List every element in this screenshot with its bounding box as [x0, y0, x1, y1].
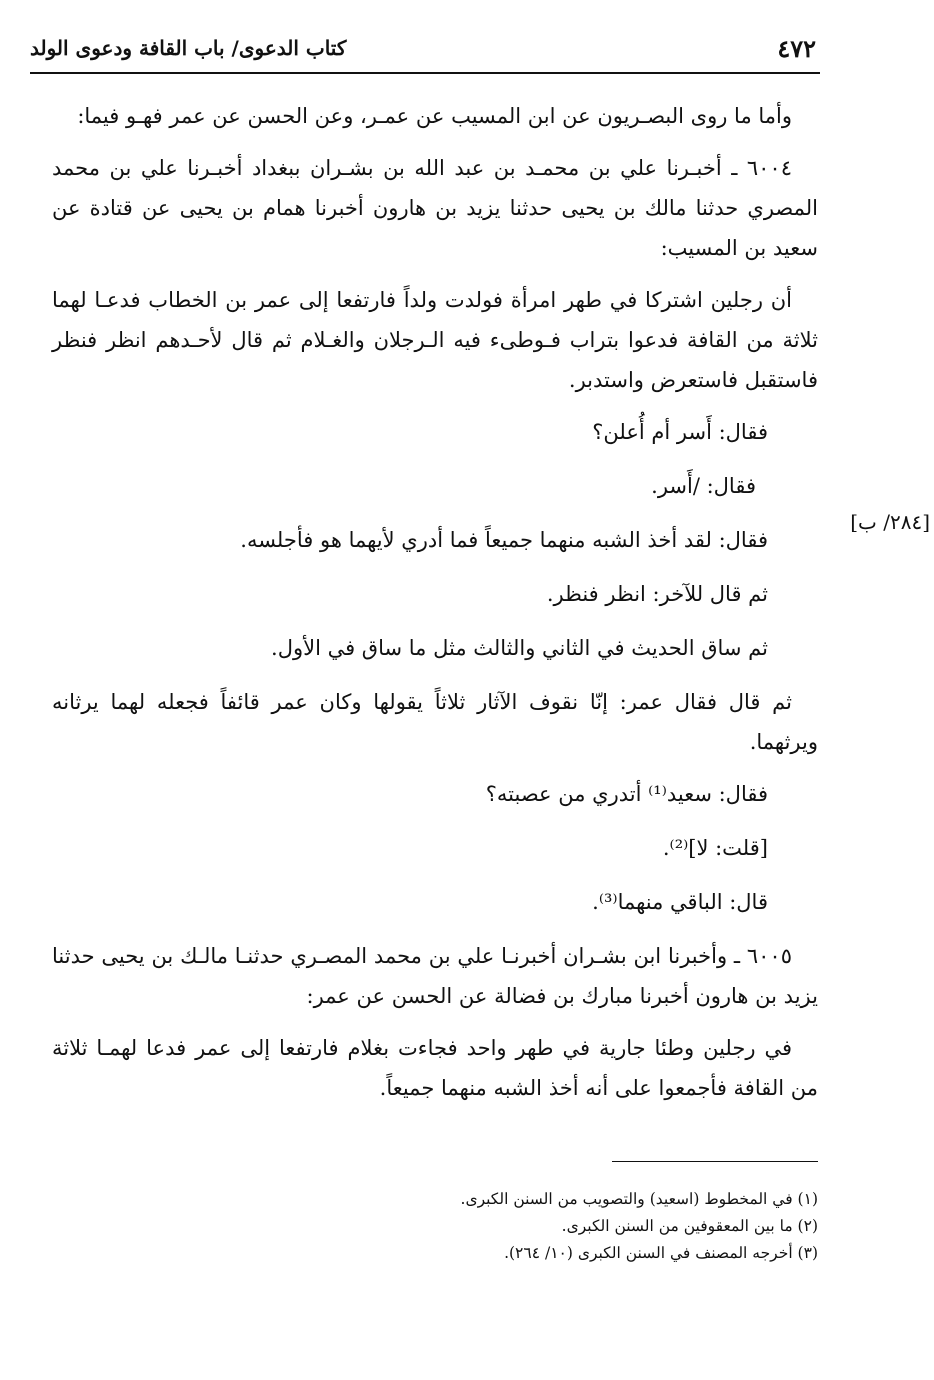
dialogue-line: فقال: سعيد⁽¹⁾ أتدري من عصبته؟ — [485, 782, 768, 806]
hadith-6004-isnad: ٦٠٠٤ ـ أخبـرنا علي بن محمـد بن عبد الله بن بشـران ببغداد أخبـرنا علي بن محمد المصري حدثنا مالك بن يحيى حدثنا يزيد بن هارون أخبرنا همام بن يحيى عن قتادة عن سعيد بن المسيب: — [52, 156, 818, 260]
manuscript-folio-note: [٢٨٤/ ب] — [850, 510, 930, 534]
dialogue-line: فقال: /أَسر. — [651, 474, 756, 498]
page-number: ٤٧٢ — [777, 34, 816, 63]
footnote-1: (١) في المخطوط (اسعيد) والتصويب من السنن الكبرى. — [460, 1190, 818, 1208]
intro-paragraph: وأما ما روى البصـريون عن ابن المسيب عن عمـر، وعن الحسن عن عمر فهـو فيما: — [77, 104, 792, 128]
hadith-6004-matn: أن رجلين اشتركا في طهر امرأة فولدت ولداً فارتفعا إلى عمر بن الخطاب فدعـا لهما ثلاثة من القافة فدعوا بتراب فـوطىء فيه الـرجلان والغـلام ثم قال لأحـدهم انظر فنظر فاستقبل فاستعرض واستدبر. — [52, 288, 818, 392]
dialogue-line: [قلت: لا]⁽²⁾. — [662, 836, 768, 860]
header-rule — [30, 72, 820, 74]
dialogue-paragraph: ثم قال فقال عمر: إنّا نقوف الآثار ثلاثاً يقولها وكان عمر قائفاً فجعله لهما يرثانه ويرثهما. — [52, 690, 818, 754]
main-text — [52, 96, 818, 1120]
running-title: كتاب الدعوى/ باب القافة ودعوى الولد — [30, 36, 347, 60]
dialogue-line: قال: الباقي منهما⁽³⁾. — [592, 890, 768, 914]
footnote-rule — [612, 1161, 818, 1162]
footnote-3: (٣) أخرجه المصنف في السنن الكبرى (١٠/ ٢٦٤). — [504, 1244, 818, 1262]
dialogue-line: ثم ساق الحديث في الثاني والثالث مثل ما ساق في الأول. — [271, 636, 768, 660]
running-header — [30, 28, 816, 68]
footnotes — [300, 1186, 818, 1267]
dialogue-line: ثم قال للآخر: انظر فنظر. — [546, 582, 768, 606]
hadith-6005-matn: في رجلين وطئا جارية في طهر واحد فجاءت بغلام فارتفعا إلى عمر فدعا لهمـا ثلاثة من القافة فأجمعوا على أنه أخذ الشبه منهما جميعاً. — [52, 1036, 818, 1100]
hadith-6005-isnad: ٦٠٠٥ ـ وأخبرنا ابن بشـران أخبرنـا علي بن محمد المصـري حدثنـا مالـك بن يحيى حدثنا يزيد بن هارون أخبرنا مبارك بن فضالة عن الحسن عن عمر: — [52, 944, 818, 1008]
footnote-2: (٢) ما بين المعقوفين من السنن الكبرى. — [561, 1217, 818, 1235]
dialogue-line: فقال: لقد أخذ الشبه منهما جميعاً فما أدري لأيهما هو فأجلسه. — [240, 528, 768, 552]
dialogue-line: فقال: أَسر أم أُعلن؟ — [592, 420, 768, 444]
